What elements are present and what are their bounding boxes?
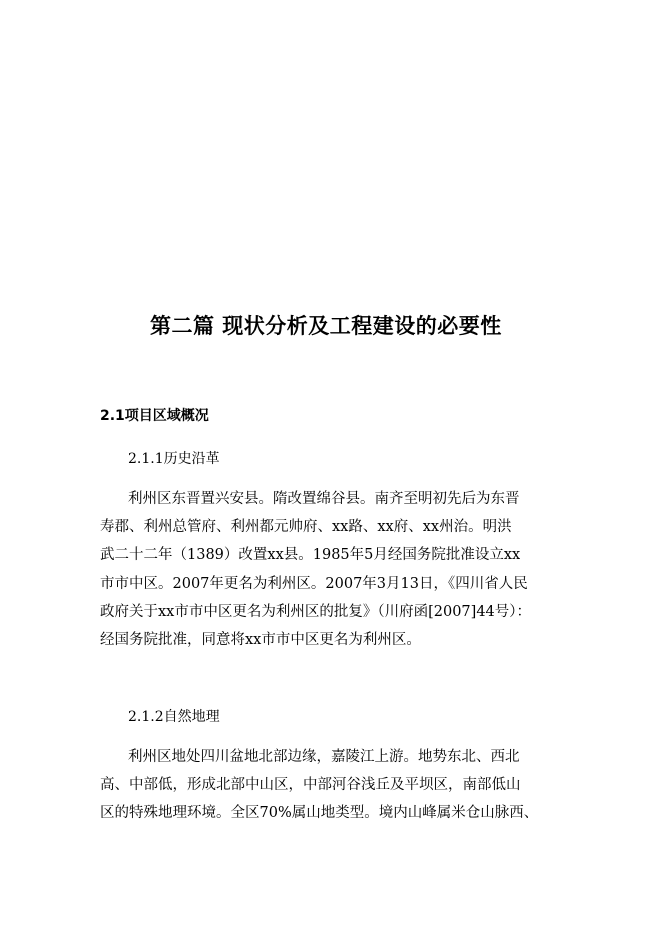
- paragraph-line: 利州区东晋置兴安县。隋改置绵谷县。南齐至明初先后为东晋: [128, 491, 520, 507]
- paragraph-line: 市市中区。2007年更名为利州区。2007年3月13日，《四川省人民: [100, 575, 528, 592]
- paragraph-line: 区的特殊地理环境。全区70%属山地类型。境内山峰属米仓山脉西、: [100, 805, 539, 822]
- paragraph-history: [100, 485, 570, 654]
- section-heading: 2.1项目区域概况: [100, 408, 209, 424]
- paragraph-line: 武二十二年（1389）改置xx县。1985年5月经国务院批准设立xx: [100, 547, 521, 564]
- part-title: 第二篇 现状分析及工程建设的必要性: [150, 313, 502, 338]
- paragraph-line: 高、中部低，形成北部中山区，中部河谷浅丘及平坝区，南部低山: [100, 777, 521, 794]
- paragraph-line: 政府关于xx市市中区更名为利州区的批复》（川府函[2007]44号）：: [100, 603, 532, 620]
- subsection-heading-history: 2.1.1历史沿革: [128, 451, 220, 467]
- paragraph-geography: [100, 743, 570, 828]
- paragraph-line: 利州区地处四川盆地北部边缘，嘉陵江上游。地势东北、西北: [128, 749, 520, 765]
- subsection-heading-geography: 2.1.2自然地理: [128, 709, 220, 725]
- paragraph-line: 寿郡、利州总管府、利州都元帅府、xx路、xx府、xx州治。明洪: [100, 519, 512, 536]
- paragraph-line: 经国务院批准，同意将xx市市中区更名为利州区。: [100, 632, 421, 649]
